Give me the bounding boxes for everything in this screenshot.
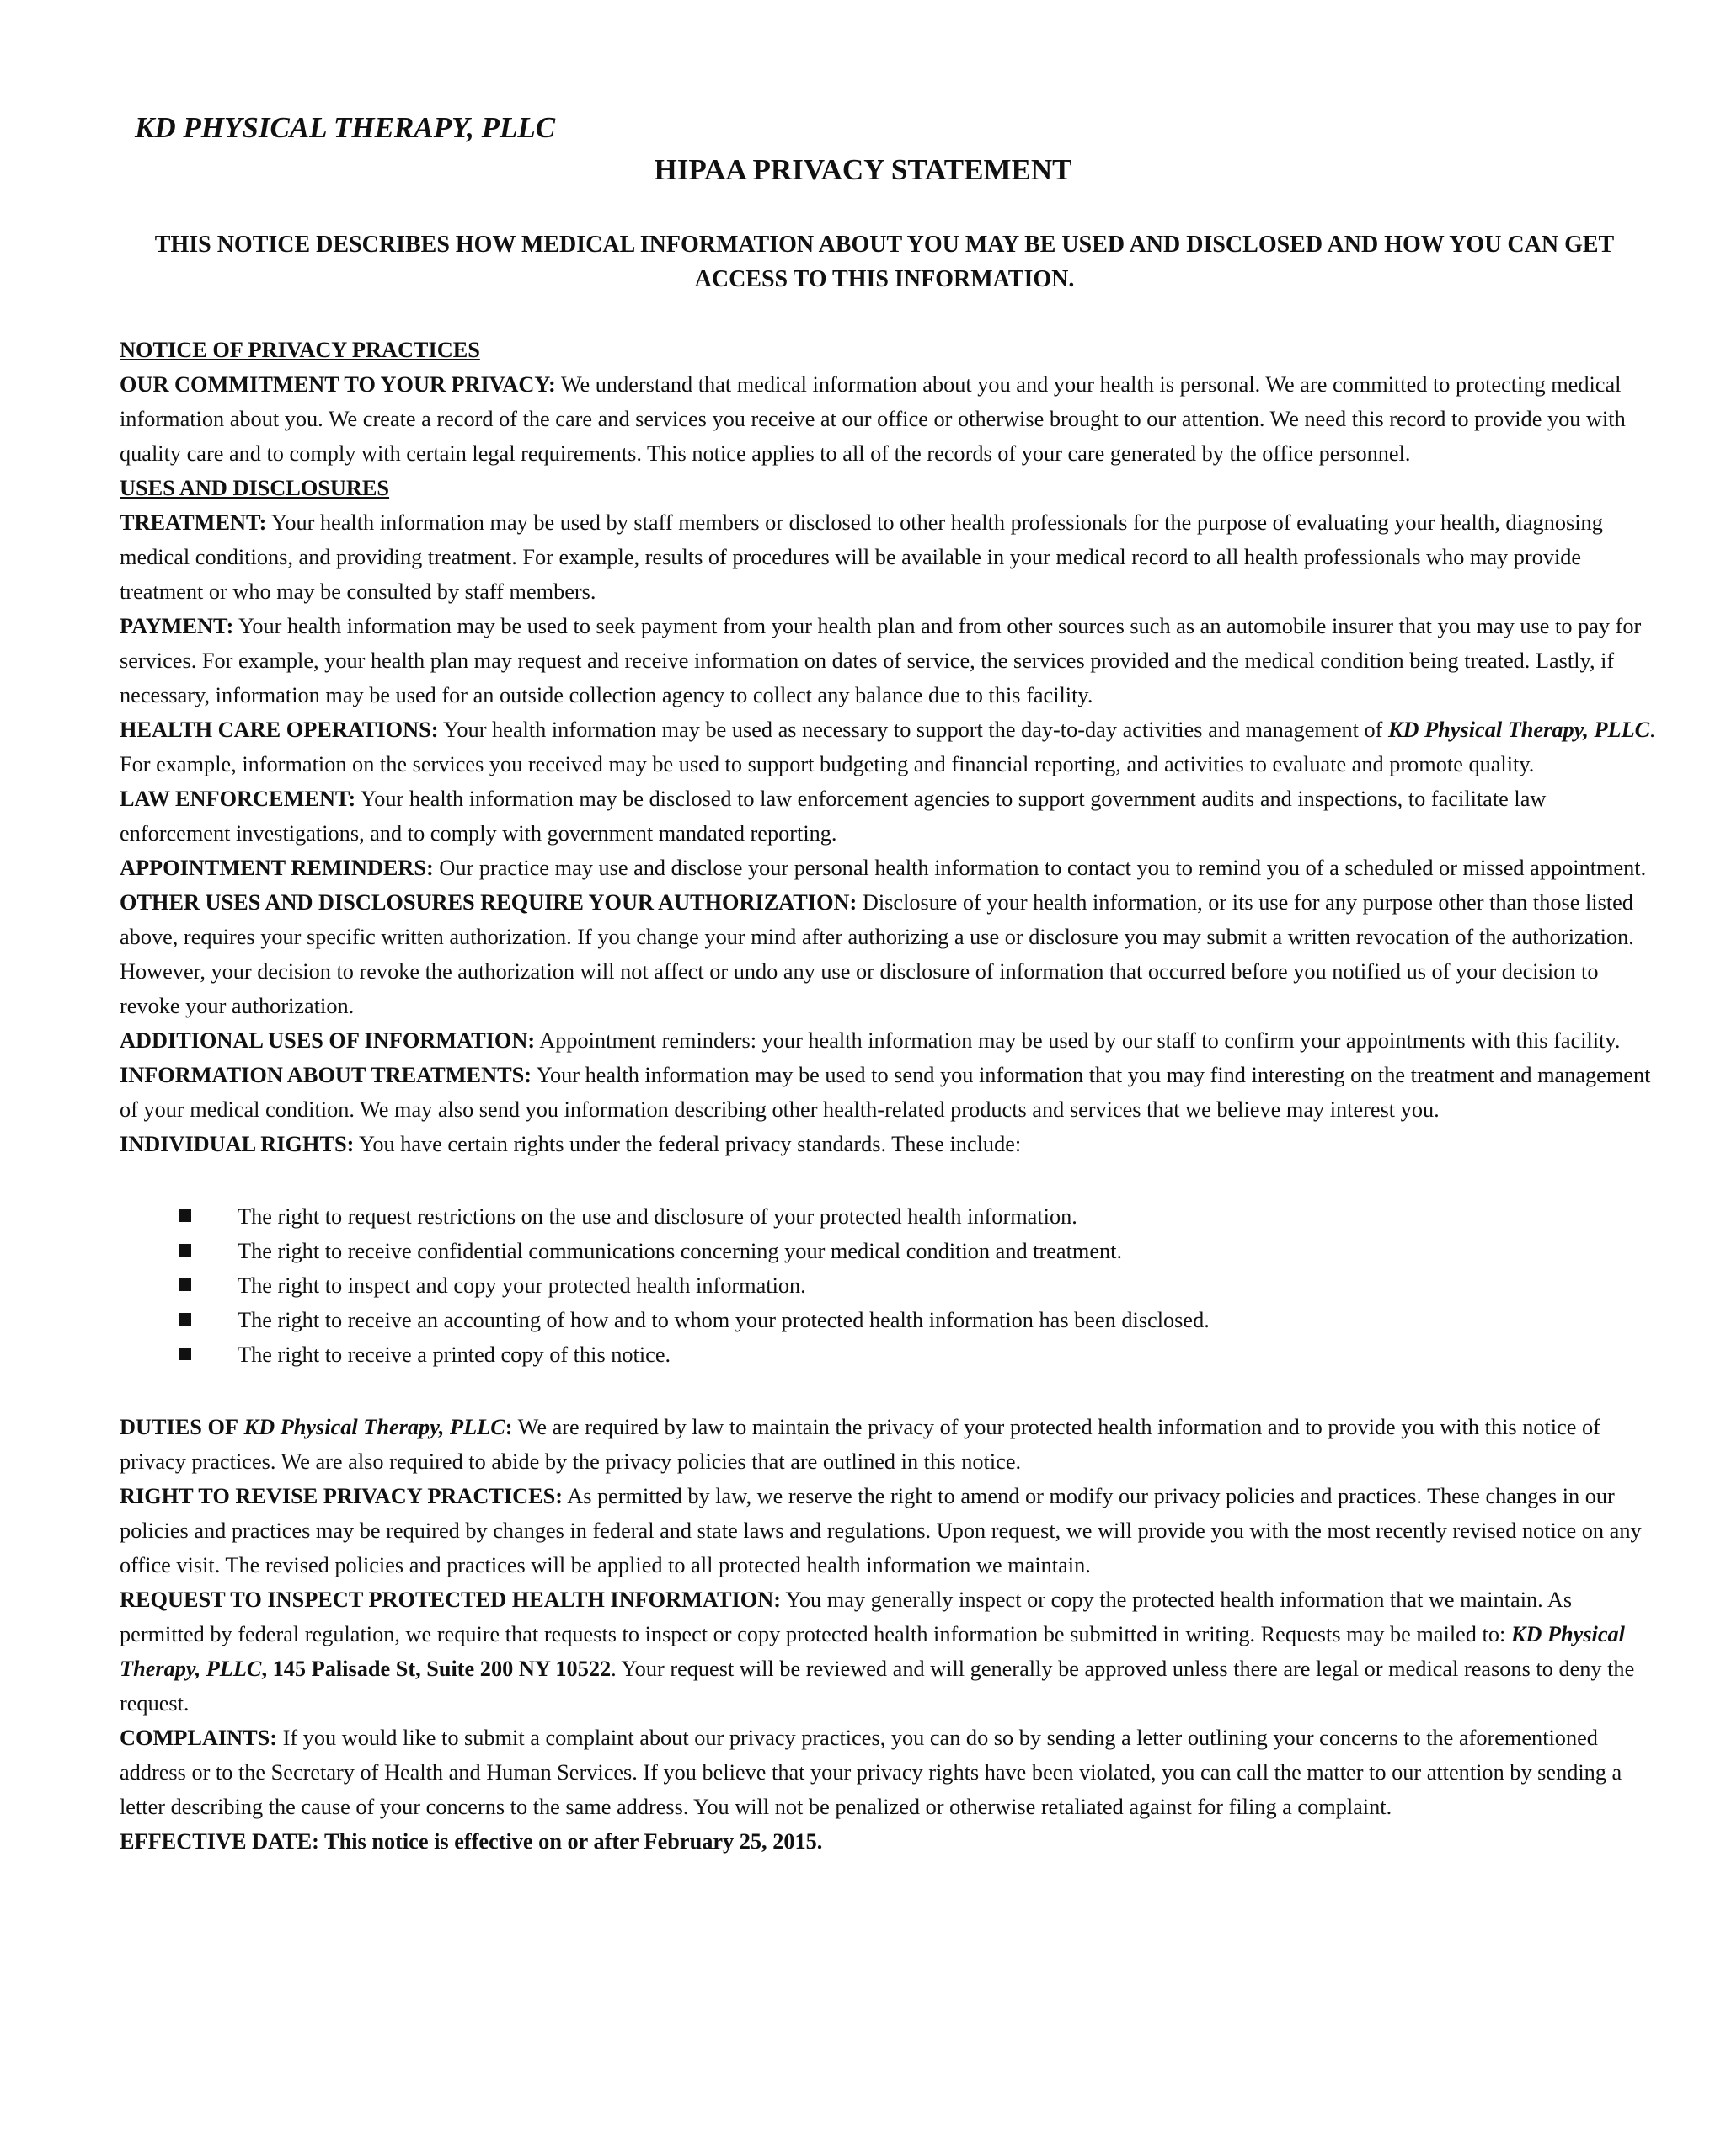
commitment-label: OUR COMMITMENT TO YOUR PRIVACY: (120, 372, 556, 397)
treatments-info-text: Your health information may be used to send you information that you may find interesting on the treatment and management of your medical condition. We may also send you information describing other health-related products and services that we believe may interest you. (120, 1063, 1651, 1122)
notice-heading: NOTICE OF PRIVACY PRACTICES (120, 338, 480, 362)
authorization-text: Disclosure of your health information, or its use for any purpose other than those listed above, requires your specific written authorization. If you change your mind after authorizing a use or disclosure you may submit a written revocation of the authorization. However, your decision to revoke the authorization will not affect or undo any use or disclosure of information that occurred before you notified us of your decision to revoke your authorization. (120, 890, 1634, 1018)
revise-text: As permitted by law, we reserve the right to amend or modify our privacy policies and practices. These changes in our policies and practices may be required by changes in federal and state laws and regulations. Upon request, we will provide you with the most recently revised notice on any office visit. The revised policies and practices will be applied to all protected health information we maintain. (120, 1484, 1642, 1577)
operations-company: Physical Therapy, PLLC (1419, 718, 1650, 742)
paragraph-additional (120, 1023, 1661, 1058)
treatment-label: TREATMENT: (120, 510, 267, 535)
inspect-address: , 145 Palisade St, Suite 200 NY 10522 (261, 1657, 612, 1681)
paragraph-revise (120, 1479, 1661, 1582)
uses-heading: USES AND DISCLOSURES (120, 476, 390, 500)
duties-text: We are required by law to maintain the privacy of your protected health information and to provide you with this notice of privacy practices. We are also required to abide by the privacy policies that are outlined in this notice. (120, 1415, 1600, 1474)
rights-label: INDIVIDUAL RIGHTS: (120, 1132, 355, 1156)
appointments-label: APPOINTMENT REMINDERS: (120, 856, 434, 880)
paragraph-complaints (120, 1721, 1661, 1824)
paragraph-law-enforcement (120, 782, 1661, 851)
treatment-text: Your health information may be used by staff members or disclosed to other health professionals for the purpose of evaluating your health, diagnosing medical conditions, and providing treatment. For example, results of procedures will be available in your medical record to all health professionals who may provide treatment or who may be consulted by staff members. (120, 510, 1603, 604)
company-name: KD PHYSICAL THERAPY, PLLC (135, 111, 556, 144)
operations-text-after: . For example, information on the services you received may be used to support budgeting and financial reporting, and activities to evaluate and promote quality. (120, 718, 1655, 776)
rights-item-text: The right to inspect and copy your protected health information. (238, 1273, 806, 1298)
paragraph-appointments (120, 851, 1661, 885)
effective-date: EFFECTIVE DATE: This notice is effective on or after February 25, 2015. (120, 1829, 823, 1854)
section-heading-uses (120, 471, 1661, 505)
complaints-text: If you would like to submit a complaint about our privacy practices, you can do so by sending a letter outlining your concerns to the aforementioned address or to the Secretary of Health and Human Services. If you believe that your privacy rights have been violated, you can call the matter to our attention by sending a letter describing the cause of your concerns to the same address. You will not be penalized or otherwise retaliated against for filing a complaint. (120, 1726, 1622, 1819)
operations-label: HEALTH CARE OPERATIONS: (120, 718, 439, 742)
paragraph-authorization (120, 885, 1661, 1023)
revise-label: RIGHT TO REVISE PRIVACY PRACTICES: (120, 1484, 564, 1508)
payment-label: PAYMENT: (120, 614, 234, 638)
document-body (120, 333, 1661, 1859)
list-item (120, 1268, 1661, 1303)
square-bullet-icon (179, 1244, 191, 1257)
operations-kd: KD (1388, 718, 1419, 742)
list-item (120, 1234, 1661, 1268)
inspect-text-after: . Your request will be reviewed and will generally be approved unless there are legal or medical reasons to deny the request. (120, 1657, 1635, 1716)
inspect-company: KD Physical Therapy, PLLC (120, 1622, 1625, 1681)
section-heading-notice (120, 333, 1661, 367)
paragraph-treatment (120, 505, 1661, 609)
paragraph-duties (120, 1410, 1661, 1479)
inspect-label: REQUEST TO INSPECT PROTECTED HEALTH INFORMATION: (120, 1588, 781, 1612)
spacer (120, 1161, 1661, 1199)
rights-item-text: The right to request restrictions on the use and disclosure of your protected health information. (238, 1204, 1077, 1229)
list-item (120, 1199, 1661, 1234)
list-item (120, 1337, 1661, 1372)
operations-text-before: Your health information may be used as necessary to support the day-to-day activities and management of (438, 718, 1389, 742)
additional-text: Appointment reminders: your health information may be used by our staff to confirm your appointments with this facility. (535, 1028, 1621, 1053)
paragraph-operations (120, 712, 1661, 782)
rights-item-text: The right to receive a printed copy of this notice. (238, 1342, 671, 1367)
paragraph-commitment (120, 367, 1661, 471)
list-item (120, 1303, 1661, 1337)
square-bullet-icon (179, 1348, 191, 1360)
square-bullet-icon (179, 1209, 191, 1222)
paragraph-treatments-info (120, 1058, 1661, 1127)
rights-item-text: The right to receive an accounting of how and to whom your protected health information has been disclosed. (238, 1308, 1210, 1332)
paragraph-effective-date (120, 1824, 1661, 1859)
duties-company: KD Physical Therapy, PLLC (243, 1415, 505, 1439)
treatments-info-label: INFORMATION ABOUT TREATMENTS: (120, 1063, 532, 1087)
square-bullet-icon (179, 1278, 191, 1291)
rights-item-text: The right to receive confidential communications concerning your medical condition and treatment. (238, 1239, 1123, 1263)
rights-list (120, 1199, 1661, 1372)
complaints-label: COMPLAINTS: (120, 1726, 278, 1750)
document-title: HIPAA PRIVACY STATEMENT (654, 153, 1072, 186)
duties-label: DUTIES OF (120, 1415, 239, 1439)
law-text: Your health information may be disclosed to law enforcement agencies to support government audits and inspections, to facilitate law enforcement investigations, and to comply with government mandated reporting. (120, 787, 1547, 846)
paragraph-rights (120, 1127, 1661, 1161)
rights-text: You have certain rights under the federal privacy standards. These include: (354, 1132, 1022, 1156)
payment-text: Your health information may be used to seek payment from your health plan and from other sources such as an automobile insurer that you may use to pay for services. For example, your health plan may request and receive information on dates of service, the services provided and the medical condition being treated. Lastly, if necessary, information may be used for an outside collection agency to collect any balance due to this facility. (120, 614, 1642, 707)
additional-label: ADDITIONAL USES OF INFORMATION: (120, 1028, 536, 1053)
paragraph-inspect (120, 1582, 1661, 1721)
law-label: LAW ENFORCEMENT: (120, 787, 356, 811)
notice-statement: THIS NOTICE DESCRIBES HOW MEDICAL INFORMATION ABOUT YOU MAY BE USED AND DISCLOSED AND HOW YOU CAN GET ACCESS TO THIS INFORMATION. (154, 232, 1615, 292)
paragraph-payment (120, 609, 1661, 712)
appointments-text: Our practice may use and disclose your personal health information to contact you to remind you of a scheduled or missed appointment. (433, 856, 1647, 880)
authorization-label: OTHER USES AND DISCLOSURES REQUIRE YOUR AUTHORIZATION: (120, 890, 858, 915)
spacer (120, 1372, 1661, 1410)
commitment-text: We understand that medical information about you and your health is personal. We are committed to protecting medical information about you. We create a record of the care and services you receive at our office or otherwise brought to our attention. We need this record to provide you with quality care and to comply with certain legal requirements. This notice applies to all of the records of your care generated by the office personnel. (120, 372, 1626, 466)
square-bullet-icon (179, 1313, 191, 1326)
duties-colon: : (505, 1415, 513, 1439)
inspect-text-before: You may generally inspect or copy the protected health information that we maintain. As permitted by federal regulation, we require that requests to inspect or copy protected health information be submitted in writing. Requests may be mailed to: (120, 1588, 1573, 1646)
